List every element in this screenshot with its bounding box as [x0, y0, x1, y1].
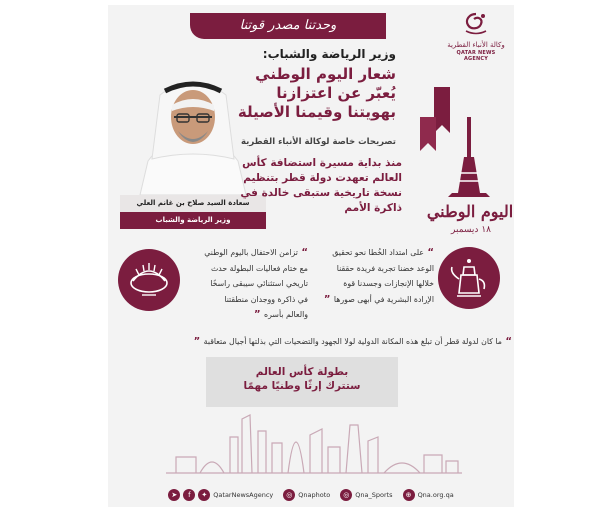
quote-line: [314, 245, 434, 261]
footer-site-link[interactable]: Qna.org.qa: [417, 491, 454, 499]
quote-generations: [118, 336, 512, 347]
footer-sports-account[interactable]: [340, 489, 392, 501]
instagram-icon[interactable]: ◎: [340, 489, 352, 501]
instagram-icon[interactable]: ◎: [283, 489, 295, 501]
qna-logo-icon: [459, 11, 493, 37]
dallah-circle: [438, 247, 500, 309]
main-statement-line: ذاكرة الأمم: [344, 202, 402, 214]
national-day-logo-text: اليوم الوطني: [426, 202, 514, 221]
stadium-icon: [118, 249, 180, 311]
quote-text: على امتداد الخُطا نحو تحقيق: [332, 248, 424, 257]
footer-handle[interactable]: QatarNewsAgency: [213, 491, 274, 499]
quote-mark-icon: ”: [253, 309, 265, 320]
headline-quote-line: شعار اليوم الوطني: [255, 65, 396, 83]
headline-title: وزير الرياضة والشباب:: [262, 47, 396, 61]
footer-social-bar: [108, 484, 514, 506]
quote-promise: [314, 245, 434, 307]
headline-quote-line: بهويتنا وقيمنا الأصيلة: [237, 103, 396, 121]
facebook-icon[interactable]: f: [183, 489, 195, 501]
coffee-pot-icon: [438, 247, 500, 309]
main-statement: [217, 156, 402, 216]
quote-line: تاريخي استثنائي سيبقى راسخًا: [210, 279, 308, 288]
quote-line: خلالها الإنجازات وجسدنا قوة: [343, 279, 434, 288]
logo-arabic-text: وكالة الأنباء القطرية: [447, 41, 505, 49]
quote-text: والعالم بأسره: [264, 310, 308, 319]
infographic-frame: [108, 5, 514, 507]
main-statement-line: نسخة تاريخية ستبقى خالدة في: [240, 187, 402, 199]
quote-line: [188, 245, 308, 261]
globe-icon[interactable]: ⊕: [403, 489, 415, 501]
slogan-banner: وحدتنا مصدر قوتنا: [190, 13, 386, 39]
quote-text: الإرادة البشرية في أبهى صورها: [333, 294, 434, 304]
telegram-icon[interactable]: ➤: [168, 489, 180, 501]
world-cup-legacy-line: بطولة كأس العالم: [255, 366, 349, 378]
speaker-name: سعادة السيد صلاح بن غانم العلي: [120, 195, 266, 212]
national-day-date: ١٨ ديسمبر: [451, 225, 491, 235]
quote-national-day: [188, 245, 308, 323]
quote-mark-icon: ”: [193, 336, 204, 347]
world-cup-legacy-line: ستترك إرثًا وطنيًا مهمًا: [243, 380, 361, 392]
quote-line: مع ختام فعاليات البطولة حدث: [210, 263, 308, 273]
quote-mark-icon: “: [501, 336, 512, 347]
quote-line: [188, 307, 308, 323]
footer-photo-handle[interactable]: Qnaphoto: [298, 491, 331, 499]
qna-logo: [446, 11, 506, 62]
footer-social-accounts[interactable]: [168, 489, 273, 501]
main-statement-line: العالم تعهدت دولة قطر بتنظيم: [243, 172, 402, 184]
footer-sports-handle[interactable]: Qna_Sports: [355, 491, 393, 499]
world-cup-legacy-box: [206, 357, 398, 407]
footer-photo-account[interactable]: [283, 489, 330, 501]
exclusive-statement-subtitle: تصريحات خاصة لوكالة الأنباء القطرية: [240, 137, 396, 147]
quote-line: في ذاكرة ووجدان منطقتنا: [224, 294, 308, 304]
national-day-logo: [426, 117, 514, 227]
doha-skyline-illustration: [166, 407, 462, 479]
twitter-icon[interactable]: ✦: [198, 489, 210, 501]
main-statement-line: منذ بداية مسيرة استضافة كأس: [242, 157, 402, 169]
quote-text: ما كان لدولة قطر أن تبلغ هذه المكانة الدولية لولا الجهود والتضحيات التي بذلتها أجيال متعاقبة: [203, 337, 502, 346]
quote-mark-icon: “: [297, 247, 308, 258]
quote-line: الوعد خضنا تجربة فريدة حققنا: [336, 263, 434, 273]
logo-english-text: QATAR NEWS AGENCY: [456, 50, 496, 62]
stadium-circle: [118, 249, 180, 311]
headline-quote-line: يُعبّر عن اعتزازنا: [276, 84, 396, 102]
quote-mark-icon: “: [423, 247, 434, 258]
quote-text: تزامن الاحتفال باليوم الوطني: [204, 248, 298, 257]
speaker-title: وزير الرياضة والشباب: [120, 212, 266, 229]
quote-line: [314, 292, 434, 308]
quote-mark-icon: ”: [323, 293, 334, 305]
footer-website[interactable]: [403, 489, 454, 501]
